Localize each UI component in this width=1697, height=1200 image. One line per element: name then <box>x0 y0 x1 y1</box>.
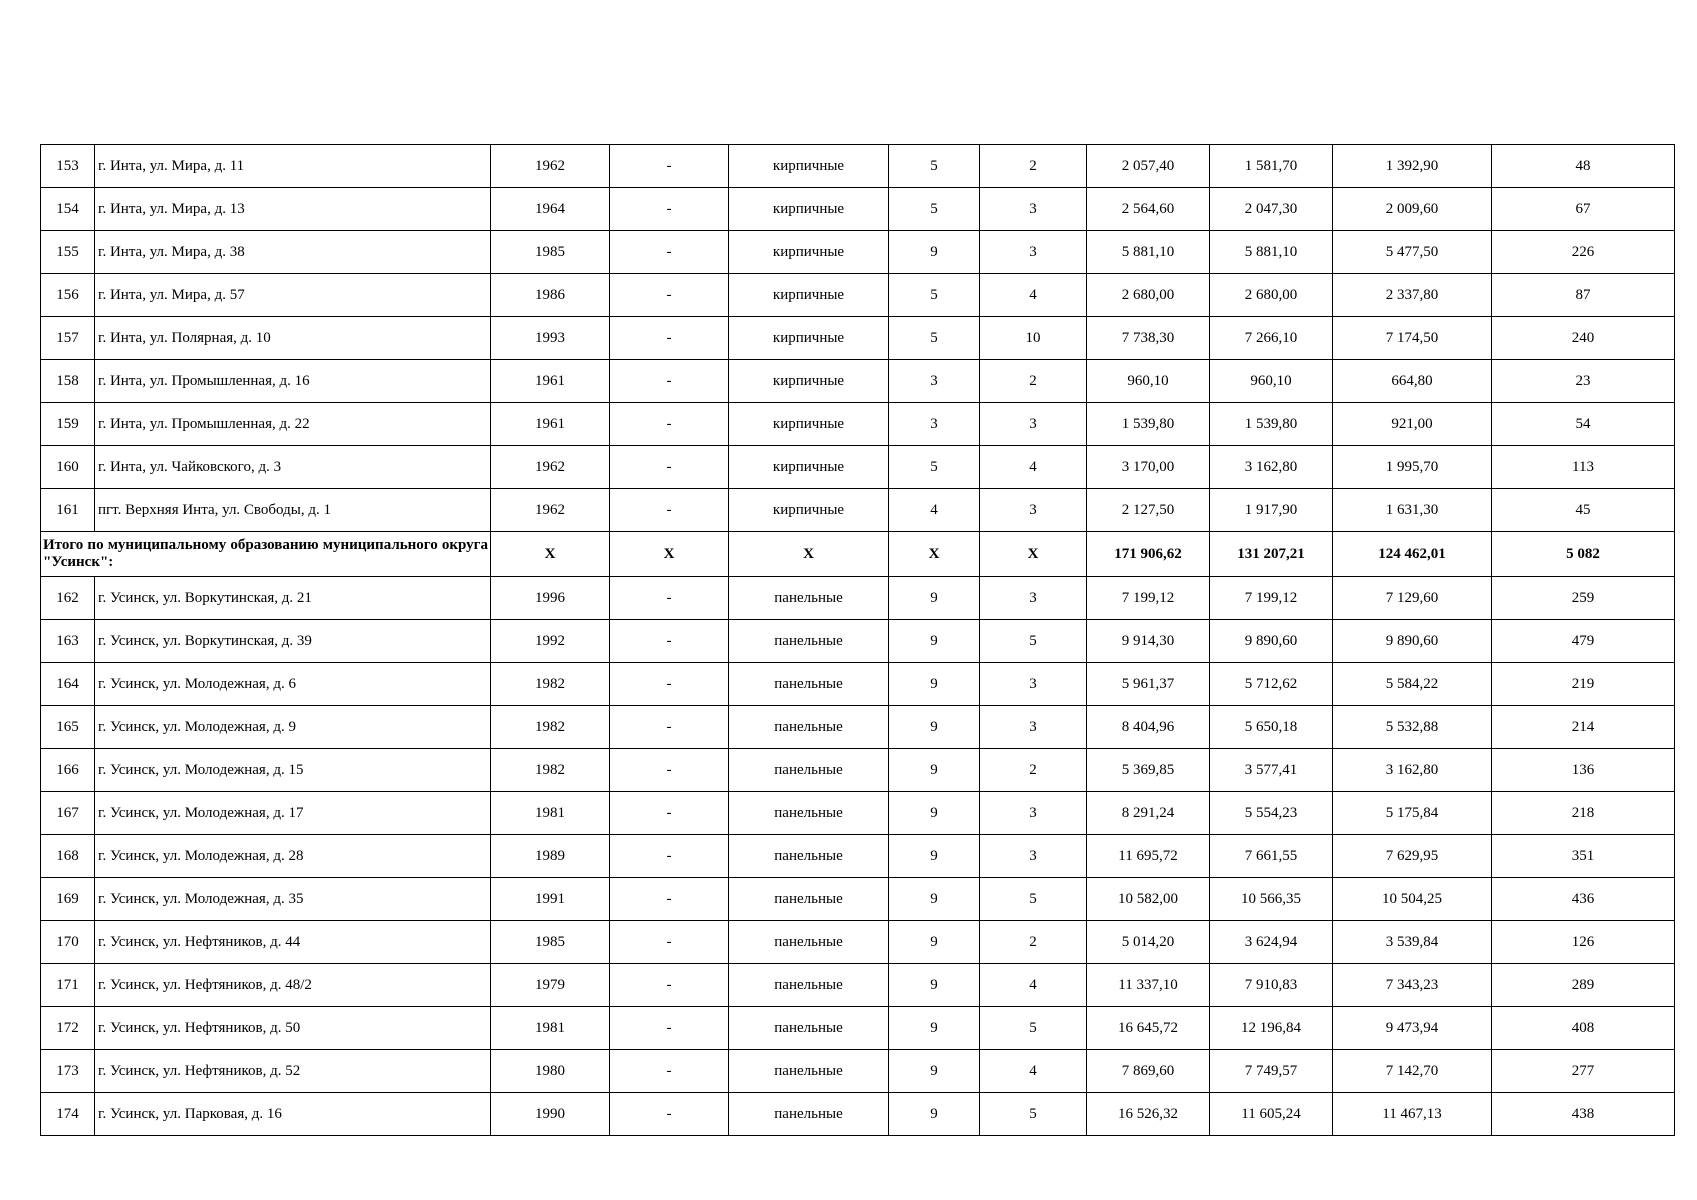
address-cell: г. Усинск, ул. Нефтяников, д. 44 <box>95 921 491 964</box>
build-year-cell: 1990 <box>491 1093 610 1136</box>
total-area-cell: 16 645,72 <box>1087 1007 1210 1050</box>
private-area-cell: 9 473,94 <box>1333 1007 1492 1050</box>
build-year-cell: 1964 <box>491 188 610 231</box>
floors-cell: 9 <box>889 663 980 706</box>
private-area-cell: 5 175,84 <box>1333 792 1492 835</box>
table-row <box>41 749 1675 792</box>
residents-cell: 87 <box>1492 274 1675 317</box>
build-year-cell: 1979 <box>491 964 610 1007</box>
floors-cell: 9 <box>889 835 980 878</box>
living-area-cell: 11 605,24 <box>1210 1093 1333 1136</box>
row-number-cell: 163 <box>41 620 95 663</box>
row-number-cell: 158 <box>41 360 95 403</box>
table-body <box>41 145 1675 1136</box>
dash-cell: - <box>610 706 729 749</box>
table-row <box>41 878 1675 921</box>
subtotal-living-area-cell: 131 207,21 <box>1210 532 1333 577</box>
entrances-cell: 4 <box>980 1050 1087 1093</box>
floors-cell: 9 <box>889 964 980 1007</box>
private-area-cell: 10 504,25 <box>1333 878 1492 921</box>
build-year-cell: 1996 <box>491 577 610 620</box>
build-year-cell: 1989 <box>491 835 610 878</box>
total-area-cell: 960,10 <box>1087 360 1210 403</box>
residents-cell: 436 <box>1492 878 1675 921</box>
build-year-cell: 1961 <box>491 403 610 446</box>
private-area-cell: 5 584,22 <box>1333 663 1492 706</box>
private-area-cell: 11 467,13 <box>1333 1093 1492 1136</box>
entrances-cell: 3 <box>980 489 1087 532</box>
living-area-cell: 9 890,60 <box>1210 620 1333 663</box>
floors-cell: 9 <box>889 1050 980 1093</box>
address-cell: г. Инта, ул. Мира, д. 11 <box>95 145 491 188</box>
build-year-cell: 1993 <box>491 317 610 360</box>
residents-cell: 240 <box>1492 317 1675 360</box>
table-row <box>41 231 1675 274</box>
dash-cell: - <box>610 577 729 620</box>
dash-cell: - <box>610 317 729 360</box>
living-area-cell: 7 266,10 <box>1210 317 1333 360</box>
wall-material-cell: панельные <box>729 749 889 792</box>
build-year-cell: 1982 <box>491 706 610 749</box>
row-number-cell: 173 <box>41 1050 95 1093</box>
residents-cell: 113 <box>1492 446 1675 489</box>
entrances-cell: 2 <box>980 360 1087 403</box>
wall-material-cell: кирпичные <box>729 188 889 231</box>
floors-cell: 9 <box>889 706 980 749</box>
row-number-cell: 162 <box>41 577 95 620</box>
dash-cell: - <box>610 749 729 792</box>
wall-material-cell: панельные <box>729 1050 889 1093</box>
living-area-cell: 7 661,55 <box>1210 835 1333 878</box>
address-cell: г. Усинск, ул. Воркутинская, д. 39 <box>95 620 491 663</box>
residents-cell: 67 <box>1492 188 1675 231</box>
table-row <box>41 964 1675 1007</box>
entrances-cell: 2 <box>980 145 1087 188</box>
private-area-cell: 1 995,70 <box>1333 446 1492 489</box>
table-row <box>41 446 1675 489</box>
dash-cell: - <box>610 360 729 403</box>
build-year-cell: 1991 <box>491 878 610 921</box>
entrances-cell: 3 <box>980 231 1087 274</box>
dash-cell: - <box>610 964 729 1007</box>
wall-material-cell: панельные <box>729 1093 889 1136</box>
row-number-cell: 174 <box>41 1093 95 1136</box>
living-area-cell: 3 162,80 <box>1210 446 1333 489</box>
total-area-cell: 3 170,00 <box>1087 446 1210 489</box>
total-area-cell: 2 127,50 <box>1087 489 1210 532</box>
dash-cell: - <box>610 489 729 532</box>
build-year-cell: 1981 <box>491 792 610 835</box>
entrances-cell: 3 <box>980 706 1087 749</box>
row-number-cell: 154 <box>41 188 95 231</box>
entrances-cell: 5 <box>980 620 1087 663</box>
table-row <box>41 145 1675 188</box>
wall-material-cell: кирпичные <box>729 489 889 532</box>
living-area-cell: 12 196,84 <box>1210 1007 1333 1050</box>
living-area-cell: 5 881,10 <box>1210 231 1333 274</box>
address-cell: г. Усинск, ул. Молодежная, д. 17 <box>95 792 491 835</box>
entrances-cell: 3 <box>980 577 1087 620</box>
row-number-cell: 161 <box>41 489 95 532</box>
floors-cell: 3 <box>889 403 980 446</box>
build-year-cell: 1992 <box>491 620 610 663</box>
wall-material-cell: кирпичные <box>729 403 889 446</box>
living-area-cell: 1 539,80 <box>1210 403 1333 446</box>
dash-cell: - <box>610 921 729 964</box>
row-number-cell: 172 <box>41 1007 95 1050</box>
floors-cell: 9 <box>889 231 980 274</box>
address-cell: г. Усинск, ул. Нефтяников, д. 52 <box>95 1050 491 1093</box>
floors-cell: 5 <box>889 446 980 489</box>
build-year-cell: 1961 <box>491 360 610 403</box>
dash-cell: - <box>610 1050 729 1093</box>
private-area-cell: 5 477,50 <box>1333 231 1492 274</box>
address-cell: г. Инта, ул. Мира, д. 38 <box>95 231 491 274</box>
living-area-cell: 5 650,18 <box>1210 706 1333 749</box>
wall-material-cell: панельные <box>729 792 889 835</box>
wall-material-cell: панельные <box>729 1007 889 1050</box>
private-area-cell: 2 009,60 <box>1333 188 1492 231</box>
table-row <box>41 274 1675 317</box>
subtotal-x-cell: X <box>491 532 610 577</box>
entrances-cell: 5 <box>980 878 1087 921</box>
wall-material-cell: кирпичные <box>729 360 889 403</box>
address-cell: г. Усинск, ул. Молодежная, д. 15 <box>95 749 491 792</box>
floors-cell: 5 <box>889 145 980 188</box>
living-area-cell: 7 749,57 <box>1210 1050 1333 1093</box>
floors-cell: 9 <box>889 878 980 921</box>
total-area-cell: 5 014,20 <box>1087 921 1210 964</box>
residents-cell: 277 <box>1492 1050 1675 1093</box>
entrances-cell: 2 <box>980 749 1087 792</box>
private-area-cell: 2 337,80 <box>1333 274 1492 317</box>
document-page <box>40 144 1674 1136</box>
address-cell: г. Инта, ул. Промышленная, д. 16 <box>95 360 491 403</box>
row-number-cell: 160 <box>41 446 95 489</box>
wall-material-cell: панельные <box>729 835 889 878</box>
row-number-cell: 169 <box>41 878 95 921</box>
living-area-cell: 7 910,83 <box>1210 964 1333 1007</box>
private-area-cell: 664,80 <box>1333 360 1492 403</box>
wall-material-cell: панельные <box>729 964 889 1007</box>
residents-cell: 438 <box>1492 1093 1675 1136</box>
residents-cell: 218 <box>1492 792 1675 835</box>
total-area-cell: 1 539,80 <box>1087 403 1210 446</box>
residents-cell: 48 <box>1492 145 1675 188</box>
build-year-cell: 1962 <box>491 489 610 532</box>
row-number-cell: 167 <box>41 792 95 835</box>
wall-material-cell: панельные <box>729 706 889 749</box>
total-area-cell: 8 404,96 <box>1087 706 1210 749</box>
private-area-cell: 1 392,90 <box>1333 145 1492 188</box>
build-year-cell: 1985 <box>491 231 610 274</box>
address-cell: г. Инта, ул. Промышленная, д. 22 <box>95 403 491 446</box>
row-number-cell: 164 <box>41 663 95 706</box>
total-area-cell: 5 881,10 <box>1087 231 1210 274</box>
row-number-cell: 166 <box>41 749 95 792</box>
address-cell: г. Инта, ул. Чайковского, д. 3 <box>95 446 491 489</box>
private-area-cell: 9 890,60 <box>1333 620 1492 663</box>
subtotal-row <box>41 532 1675 577</box>
living-area-cell: 960,10 <box>1210 360 1333 403</box>
entrances-cell: 4 <box>980 274 1087 317</box>
dash-cell: - <box>610 792 729 835</box>
floors-cell: 5 <box>889 188 980 231</box>
total-area-cell: 5 369,85 <box>1087 749 1210 792</box>
floors-cell: 4 <box>889 489 980 532</box>
table-row <box>41 835 1675 878</box>
table-row <box>41 1093 1675 1136</box>
entrances-cell: 4 <box>980 964 1087 1007</box>
residents-cell: 23 <box>1492 360 1675 403</box>
entrances-cell: 10 <box>980 317 1087 360</box>
total-area-cell: 9 914,30 <box>1087 620 1210 663</box>
build-year-cell: 1981 <box>491 1007 610 1050</box>
floors-cell: 9 <box>889 792 980 835</box>
total-area-cell: 2 564,60 <box>1087 188 1210 231</box>
table-row <box>41 403 1675 446</box>
total-area-cell: 8 291,24 <box>1087 792 1210 835</box>
address-cell: г. Усинск, ул. Молодежная, д. 9 <box>95 706 491 749</box>
dash-cell: - <box>610 620 729 663</box>
living-area-cell: 2 680,00 <box>1210 274 1333 317</box>
row-number-cell: 170 <box>41 921 95 964</box>
table-row <box>41 188 1675 231</box>
dash-cell: - <box>610 145 729 188</box>
table-row <box>41 1007 1675 1050</box>
subtotal-x-cell: X <box>889 532 980 577</box>
total-area-cell: 5 961,37 <box>1087 663 1210 706</box>
private-area-cell: 3 162,80 <box>1333 749 1492 792</box>
dash-cell: - <box>610 1007 729 1050</box>
residents-cell: 259 <box>1492 577 1675 620</box>
residents-cell: 289 <box>1492 964 1675 1007</box>
table-row <box>41 577 1675 620</box>
row-number-cell: 156 <box>41 274 95 317</box>
build-year-cell: 1982 <box>491 663 610 706</box>
private-area-cell: 3 539,84 <box>1333 921 1492 964</box>
build-year-cell: 1962 <box>491 446 610 489</box>
entrances-cell: 2 <box>980 921 1087 964</box>
private-area-cell: 7 142,70 <box>1333 1050 1492 1093</box>
private-area-cell: 7 629,95 <box>1333 835 1492 878</box>
dash-cell: - <box>610 231 729 274</box>
dash-cell: - <box>610 1093 729 1136</box>
row-number-cell: 155 <box>41 231 95 274</box>
table-row <box>41 663 1675 706</box>
table-row <box>41 620 1675 663</box>
wall-material-cell: кирпичные <box>729 231 889 274</box>
total-area-cell: 7 869,60 <box>1087 1050 1210 1093</box>
table-row <box>41 1050 1675 1093</box>
floors-cell: 9 <box>889 749 980 792</box>
row-number-cell: 159 <box>41 403 95 446</box>
row-number-cell: 153 <box>41 145 95 188</box>
entrances-cell: 3 <box>980 403 1087 446</box>
private-area-cell: 7 174,50 <box>1333 317 1492 360</box>
floors-cell: 9 <box>889 620 980 663</box>
subtotal-private-area-cell: 124 462,01 <box>1333 532 1492 577</box>
subtotal-x-cell: X <box>729 532 889 577</box>
dash-cell: - <box>610 403 729 446</box>
housing-registry-table <box>40 144 1675 1136</box>
address-cell: г. Усинск, ул. Нефтяников, д. 50 <box>95 1007 491 1050</box>
table-row <box>41 706 1675 749</box>
row-number-cell: 157 <box>41 317 95 360</box>
residents-cell: 136 <box>1492 749 1675 792</box>
entrances-cell: 3 <box>980 663 1087 706</box>
residents-cell: 408 <box>1492 1007 1675 1050</box>
build-year-cell: 1982 <box>491 749 610 792</box>
entrances-cell: 3 <box>980 188 1087 231</box>
address-cell: г. Усинск, ул. Нефтяников, д. 48/2 <box>95 964 491 1007</box>
address-cell: г. Усинск, ул. Молодежная, д. 6 <box>95 663 491 706</box>
build-year-cell: 1986 <box>491 274 610 317</box>
floors-cell: 3 <box>889 360 980 403</box>
address-cell: г. Инта, ул. Полярная, д. 10 <box>95 317 491 360</box>
living-area-cell: 5 712,62 <box>1210 663 1333 706</box>
dash-cell: - <box>610 663 729 706</box>
address-cell: пгт. Верхняя Инта, ул. Свободы, д. 1 <box>95 489 491 532</box>
address-cell: г. Усинск, ул. Молодежная, д. 35 <box>95 878 491 921</box>
private-area-cell: 1 631,30 <box>1333 489 1492 532</box>
total-area-cell: 7 199,12 <box>1087 577 1210 620</box>
floors-cell: 9 <box>889 921 980 964</box>
wall-material-cell: кирпичные <box>729 317 889 360</box>
wall-material-cell: панельные <box>729 878 889 921</box>
dash-cell: - <box>610 835 729 878</box>
private-area-cell: 7 343,23 <box>1333 964 1492 1007</box>
total-area-cell: 16 526,32 <box>1087 1093 1210 1136</box>
private-area-cell: 5 532,88 <box>1333 706 1492 749</box>
wall-material-cell: панельные <box>729 620 889 663</box>
entrances-cell: 3 <box>980 835 1087 878</box>
total-area-cell: 7 738,30 <box>1087 317 1210 360</box>
build-year-cell: 1985 <box>491 921 610 964</box>
subtotal-x-cell: X <box>980 532 1087 577</box>
subtotal-residents-cell: 5 082 <box>1492 532 1675 577</box>
table-row <box>41 317 1675 360</box>
dash-cell: - <box>610 446 729 489</box>
address-cell: г. Инта, ул. Мира, д. 13 <box>95 188 491 231</box>
entrances-cell: 4 <box>980 446 1087 489</box>
private-area-cell: 7 129,60 <box>1333 577 1492 620</box>
build-year-cell: 1962 <box>491 145 610 188</box>
total-area-cell: 11 337,10 <box>1087 964 1210 1007</box>
entrances-cell: 5 <box>980 1007 1087 1050</box>
address-cell: г. Усинск, ул. Воркутинская, д. 21 <box>95 577 491 620</box>
living-area-cell: 5 554,23 <box>1210 792 1333 835</box>
row-number-cell: 171 <box>41 964 95 1007</box>
table-row <box>41 921 1675 964</box>
wall-material-cell: кирпичные <box>729 145 889 188</box>
wall-material-cell: кирпичные <box>729 446 889 489</box>
row-number-cell: 165 <box>41 706 95 749</box>
entrances-cell: 3 <box>980 792 1087 835</box>
private-area-cell: 921,00 <box>1333 403 1492 446</box>
floors-cell: 5 <box>889 317 980 360</box>
dash-cell: - <box>610 274 729 317</box>
floors-cell: 9 <box>889 1007 980 1050</box>
wall-material-cell: панельные <box>729 921 889 964</box>
residents-cell: 126 <box>1492 921 1675 964</box>
living-area-cell: 3 624,94 <box>1210 921 1333 964</box>
floors-cell: 5 <box>889 274 980 317</box>
floors-cell: 9 <box>889 1093 980 1136</box>
build-year-cell: 1980 <box>491 1050 610 1093</box>
subtotal-total-area-cell: 171 906,62 <box>1087 532 1210 577</box>
dash-cell: - <box>610 188 729 231</box>
floors-cell: 9 <box>889 577 980 620</box>
subtotal-x-cell: X <box>610 532 729 577</box>
living-area-cell: 10 566,35 <box>1210 878 1333 921</box>
residents-cell: 226 <box>1492 231 1675 274</box>
living-area-cell: 2 047,30 <box>1210 188 1333 231</box>
address-cell: г. Усинск, ул. Парковая, д. 16 <box>95 1093 491 1136</box>
table-row <box>41 489 1675 532</box>
wall-material-cell: панельные <box>729 577 889 620</box>
total-area-cell: 11 695,72 <box>1087 835 1210 878</box>
address-cell: г. Инта, ул. Мира, д. 57 <box>95 274 491 317</box>
wall-material-cell: панельные <box>729 663 889 706</box>
entrances-cell: 5 <box>980 1093 1087 1136</box>
residents-cell: 214 <box>1492 706 1675 749</box>
residents-cell: 45 <box>1492 489 1675 532</box>
address-cell: г. Усинск, ул. Молодежная, д. 28 <box>95 835 491 878</box>
living-area-cell: 3 577,41 <box>1210 749 1333 792</box>
residents-cell: 54 <box>1492 403 1675 446</box>
table-row <box>41 792 1675 835</box>
living-area-cell: 1 581,70 <box>1210 145 1333 188</box>
residents-cell: 351 <box>1492 835 1675 878</box>
dash-cell: - <box>610 878 729 921</box>
total-area-cell: 10 582,00 <box>1087 878 1210 921</box>
living-area-cell: 7 199,12 <box>1210 577 1333 620</box>
residents-cell: 219 <box>1492 663 1675 706</box>
subtotal-label: Итого по муниципальному образованию муниципального округа "Усинск": <box>41 532 491 577</box>
total-area-cell: 2 680,00 <box>1087 274 1210 317</box>
table-row <box>41 360 1675 403</box>
residents-cell: 479 <box>1492 620 1675 663</box>
living-area-cell: 1 917,90 <box>1210 489 1333 532</box>
total-area-cell: 2 057,40 <box>1087 145 1210 188</box>
row-number-cell: 168 <box>41 835 95 878</box>
wall-material-cell: кирпичные <box>729 274 889 317</box>
